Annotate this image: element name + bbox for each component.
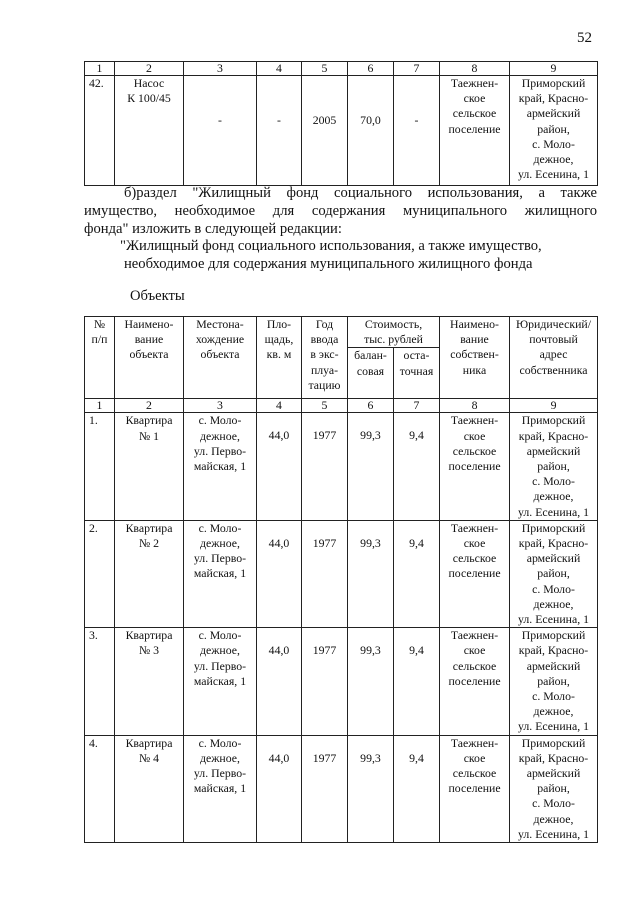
owner-name: Таежнен- ское сельское поселение (440, 76, 510, 186)
object-name: Насос К 100/45 (115, 76, 184, 186)
object-name: Квартира № 2 (115, 520, 184, 627)
object-area: 44,0 (257, 413, 302, 520)
owner-address: Приморский край, Красно- армейский район, с. Моло- дежное, ул. Есенина, 1 (510, 76, 598, 186)
object-name: Квартира № 1 (115, 413, 184, 520)
col-number: 8 (440, 62, 510, 76)
owner-address: Приморский край, Красно- армейский район, с. Моло- дежное, ул. Есенина, 1 (510, 735, 598, 842)
header-location: Местона- хождение объекта (184, 317, 257, 399)
owner-name: Таежнен- ское сельское поселение (440, 520, 510, 627)
object-location: с. Моло- дежное, ул. Перво- майская, 1 (184, 735, 257, 842)
paragraph-line: необходимое для содержания муниципального жилищного фонда (124, 256, 533, 272)
header-address: Юридический/ почтовый адрес собственника (510, 317, 598, 399)
object-year: 1977 (302, 520, 348, 627)
object-area: 44,0 (257, 520, 302, 627)
paragraph-line: "Жилищный фонд социального использования, а также имущество, (120, 238, 542, 254)
row-number: 2. (85, 520, 115, 627)
object-residual-cost: 9,4 (394, 735, 440, 842)
object-area: 44,0 (257, 735, 302, 842)
object-location: - (184, 76, 257, 186)
row-number: 3. (85, 628, 115, 735)
row-number: 4. (85, 735, 115, 842)
owner-address: Приморский край, Красно- армейский район, с. Моло- дежное, ул. Есенина, 1 (510, 628, 598, 735)
col-number: 4 (257, 399, 302, 413)
col-number: 3 (184, 62, 257, 76)
row-number: 1. (85, 413, 115, 520)
col-number: 6 (348, 62, 394, 76)
col-number: 9 (510, 62, 598, 76)
col-number: 2 (115, 62, 184, 76)
object-balance-cost: 99,3 (348, 520, 394, 627)
owner-address: Приморский край, Красно- армейский район, с. Моло- дежное, ул. Есенина, 1 (510, 520, 598, 627)
object-year: 1977 (302, 413, 348, 520)
paragraph-line: имущество, необходимое для содержания муниципального жилищного (84, 203, 597, 219)
column-number-row (85, 62, 598, 76)
owner-address: Приморский край, Красно- армейский район, с. Моло- дежное, ул. Есенина, 1 (510, 413, 598, 520)
object-area: 44,0 (257, 628, 302, 735)
object-year: 1977 (302, 628, 348, 735)
column-number-row (85, 399, 598, 413)
object-residual-cost: - (394, 76, 440, 186)
object-name: Квартира № 3 (115, 628, 184, 735)
header-residual: оста- точная (394, 348, 440, 399)
col-number: 5 (302, 399, 348, 413)
owner-name: Таежнен- ское сельское поселение (440, 735, 510, 842)
row-number: 42. (85, 76, 115, 186)
objects-table (84, 316, 598, 843)
header-row (85, 317, 598, 348)
col-number: 7 (394, 399, 440, 413)
object-residual-cost: 9,4 (394, 628, 440, 735)
assets-table-continued (84, 61, 598, 186)
object-balance-cost: 99,3 (348, 735, 394, 842)
col-number: 4 (257, 62, 302, 76)
col-number: 1 (85, 399, 115, 413)
object-balance-cost: 99,3 (348, 628, 394, 735)
paragraph-line: фонда" изложить в следующей редакции: (84, 221, 342, 237)
col-number: 2 (115, 399, 184, 413)
table-row (85, 520, 598, 627)
object-location: с. Моло- дежное, ул. Перво- майская, 1 (184, 628, 257, 735)
page-number: 52 (577, 30, 592, 46)
table-row (85, 628, 598, 735)
table-row (85, 413, 598, 520)
owner-name: Таежнен- ское сельское поселение (440, 413, 510, 520)
col-number: 9 (510, 399, 598, 413)
object-balance-cost: 70,0 (348, 76, 394, 186)
object-residual-cost: 9,4 (394, 520, 440, 627)
header-object-name: Наимено- вание объекта (115, 317, 184, 399)
header-balance: балан- совая (348, 348, 394, 399)
col-number: 6 (348, 399, 394, 413)
object-balance-cost: 99,3 (348, 413, 394, 520)
header-area: Пло- щадь, кв. м (257, 317, 302, 399)
object-name: Квартира № 4 (115, 735, 184, 842)
table-row (85, 735, 598, 842)
col-number: 5 (302, 62, 348, 76)
header-owner: Наимено- вание собствен- ника (440, 317, 510, 399)
col-number: 7 (394, 62, 440, 76)
object-year: 2005 (302, 76, 348, 186)
table-row (85, 76, 598, 186)
object-residual-cost: 9,4 (394, 413, 440, 520)
col-number: 8 (440, 399, 510, 413)
object-year: 1977 (302, 735, 348, 842)
object-area: - (257, 76, 302, 186)
paragraph-line: б)раздел "Жилищный фонд социального использования, а также (124, 185, 597, 201)
object-location: с. Моло- дежное, ул. Перво- майская, 1 (184, 413, 257, 520)
header-cost: Стоимость, тыс. рублей (348, 317, 440, 348)
owner-name: Таежнен- ское сельское поселение (440, 628, 510, 735)
col-number: 3 (184, 399, 257, 413)
object-location: с. Моло- дежное, ул. Перво- майская, 1 (184, 520, 257, 627)
section-heading: Объекты (130, 288, 185, 304)
header-year: Год ввода в экс- плуа- тацию (302, 317, 348, 399)
header-number: № п/п (85, 317, 115, 399)
col-number: 1 (85, 62, 115, 76)
